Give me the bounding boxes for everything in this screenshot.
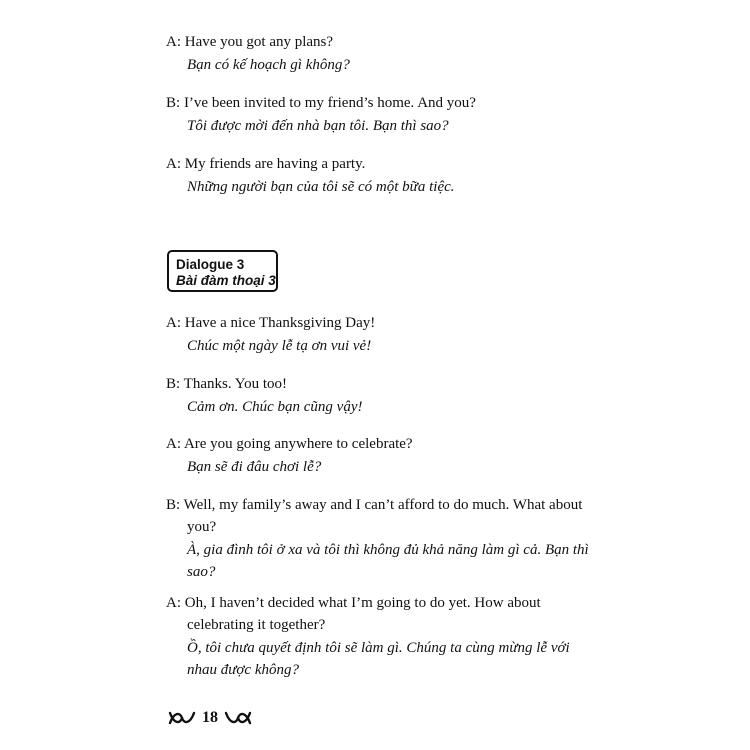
english-text: Have a nice Thanksgiving Day! — [184, 315, 376, 331]
speaker-label: A: — [166, 315, 181, 331]
english-text: Have you got any plans? — [184, 34, 334, 50]
dialogue-line-en — [166, 373, 287, 395]
speaker-label: A: — [166, 436, 181, 452]
dialogue-line-en — [166, 494, 582, 516]
english-text: My friends are having a party. — [184, 156, 366, 172]
dialogue-heading-box — [167, 250, 278, 292]
dialogue-line-en — [166, 433, 413, 455]
page-number: 18 — [202, 709, 218, 726]
speaker-label: B: — [166, 376, 181, 392]
speaker-label: A: — [166, 156, 181, 172]
dialogue-line-vi-continued: nhau được không? — [187, 662, 300, 678]
dialogue-line-vi: À, gia đình tôi ở xa và tôi thì không đủ khả năng làm gì cả. Bạn thì — [187, 542, 589, 558]
dialogue-line-vi: Những người bạn của tôi sẽ có một bữa tiệc. — [187, 179, 455, 195]
english-text: I’ve been invited to my friend’s home. And you? — [183, 95, 476, 111]
speaker-label: A: — [166, 34, 181, 50]
dialogue-line-en-continued: celebrating it together? — [187, 617, 326, 633]
ornament-left-icon — [168, 710, 196, 726]
ornament-right-icon — [224, 710, 252, 726]
dialogue-line-vi: Cảm ơn. Chúc bạn cũng vậy! — [187, 399, 363, 415]
dialogue-title-en: Dialogue 3 — [176, 257, 245, 272]
english-text: Thanks. You too! — [183, 376, 288, 392]
page-footer — [168, 706, 252, 730]
dialogue-line-vi: Ồ, tôi chưa quyết định tôi sẽ làm gì. Chúng ta cùng mừng lễ với — [187, 640, 570, 656]
dialogue-line-vi-continued: sao? — [187, 564, 216, 580]
dialogue-line-en-continued: you? — [187, 519, 217, 535]
speaker-label: A: — [166, 595, 181, 611]
dialogue-line-vi: Tôi được mời đến nhà bạn tôi. Bạn thì sao? — [187, 118, 449, 134]
speaker-label: B: — [166, 497, 181, 513]
dialogue-line-en — [166, 92, 476, 114]
english-text: Oh, I haven’t decided what I’m going to do yet. How about — [184, 595, 541, 611]
speaker-label: B: — [166, 95, 181, 111]
dialogue-line-en — [166, 592, 541, 614]
dialogue-line-en — [166, 312, 375, 334]
dialogue-title-vi: Bài đàm thoại 3 — [176, 273, 276, 288]
english-text: Well, my family’s away and I can’t afford to do much. What about — [183, 497, 583, 513]
dialogue-line-vi: Bạn có kế hoạch gì không? — [187, 57, 350, 73]
dialogue-line-en — [166, 31, 333, 53]
english-text: Are you going anywhere to celebrate? — [183, 436, 413, 452]
dialogue-line-vi: Chúc một ngày lễ tạ ơn vui vẻ! — [187, 338, 372, 354]
dialogue-line-en — [166, 153, 365, 175]
dialogue-line-vi: Bạn sẽ đi đâu chơi lễ? — [187, 459, 322, 475]
